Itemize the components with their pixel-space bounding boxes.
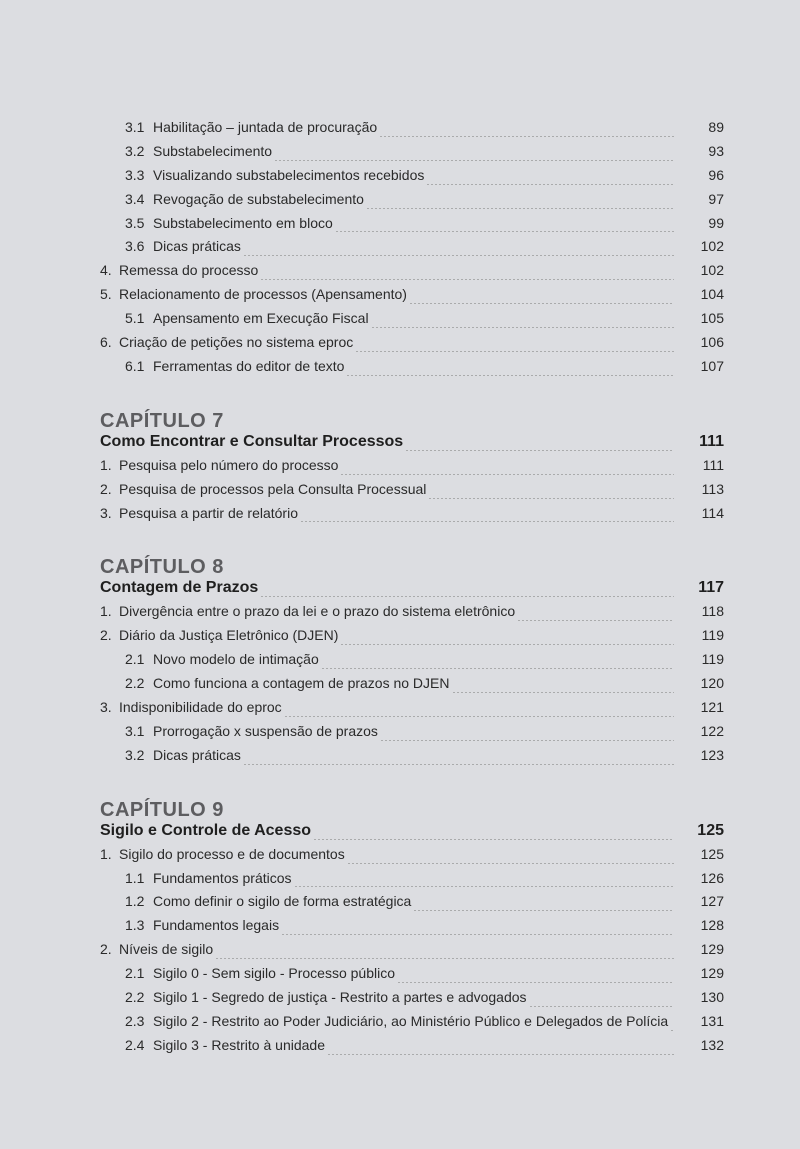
- dot-leader: [413, 910, 674, 911]
- page-number: 99: [708, 214, 724, 231]
- section-number: 1.: [100, 845, 112, 862]
- page-number: 119: [701, 651, 724, 668]
- page-number: 107: [700, 357, 724, 374]
- page-number: 123: [700, 746, 724, 763]
- dot-leader: [215, 958, 674, 959]
- section-title: Criação de petições no sistema eproc: [119, 334, 354, 351]
- section-title: Habilitação – juntada de procuração: [153, 119, 378, 135]
- section-number: 5.: [100, 286, 112, 303]
- toc-entry[interactable]: [100, 699, 724, 723]
- section-title: Substabelecimento em bloco: [153, 214, 333, 231]
- section-title: Como definir o sigilo de forma estratégica: [153, 893, 412, 910]
- page-number: 114: [701, 504, 724, 521]
- dot-leader: [274, 160, 674, 161]
- chapter-title-link[interactable]: [100, 822, 724, 846]
- section-number: 2.: [100, 480, 112, 497]
- section-number: 2.3: [125, 1012, 145, 1029]
- dot-leader: [452, 692, 675, 693]
- page-number: 96: [708, 166, 724, 183]
- dot-leader: [340, 644, 674, 645]
- dot-leader: [397, 982, 674, 983]
- toc-entry[interactable]: [100, 481, 724, 505]
- toc-entry[interactable]: [100, 358, 724, 382]
- section-title: Fundamentos legais: [153, 917, 280, 934]
- page-number: 125: [697, 821, 724, 839]
- page-number: 121: [700, 699, 724, 716]
- toc-entry[interactable]: [100, 119, 724, 143]
- section-number: 3.3: [125, 166, 145, 183]
- dot-leader: [346, 375, 674, 376]
- page-number: 117: [698, 579, 724, 597]
- toc-entry[interactable]: [100, 457, 724, 481]
- section-title: Pesquisa de processos pela Consulta Processual: [119, 480, 427, 497]
- dot-leader: [347, 863, 674, 864]
- chapter-title-link[interactable]: [100, 579, 724, 603]
- section-title: Sigilo 2 - Restrito ao Poder Judiciário, ao Ministério Público e Delegados de Polícia: [153, 1012, 669, 1029]
- section-title: Fundamentos práticos: [153, 869, 292, 886]
- section-number: 3.1: [125, 722, 145, 739]
- toc-entry[interactable]: [100, 310, 724, 334]
- section-number: 6.: [100, 334, 112, 351]
- section-number: 2.: [100, 627, 112, 644]
- page-number: 119: [701, 627, 724, 644]
- page-number: 122: [700, 722, 724, 739]
- section-title: Pesquisa pelo número do processo: [119, 456, 339, 473]
- chapter-title: Como Encontrar e Consultar Processos: [100, 432, 404, 450]
- page-number: 129: [700, 965, 724, 982]
- section-number: 2.2: [125, 675, 145, 692]
- toc-entry[interactable]: [100, 603, 724, 627]
- section-number: 2.1: [125, 651, 145, 668]
- toc-entry[interactable]: [100, 262, 724, 286]
- chapter-label: CAPÍTULO 7: [100, 409, 224, 432]
- page-number: 93: [708, 142, 724, 159]
- table-of-contents: [100, 119, 724, 1061]
- page-number: 97: [708, 190, 724, 207]
- page-number: 102: [700, 238, 724, 255]
- page-number: 102: [700, 262, 724, 279]
- dot-leader: [670, 1030, 674, 1031]
- toc-entry[interactable]: [100, 505, 724, 529]
- toc-entry[interactable]: [100, 893, 724, 917]
- chapter-title: Sigilo e Controle de Acesso: [100, 821, 312, 839]
- section-number: 2.4: [125, 1036, 145, 1053]
- page-number: 113: [701, 480, 724, 497]
- section-title: Remessa do processo: [119, 262, 259, 279]
- dot-leader: [313, 839, 674, 840]
- dot-leader: [243, 764, 674, 765]
- toc-entry[interactable]: [100, 675, 724, 699]
- section-number: 3.1: [125, 119, 145, 135]
- section-number: 3.5: [125, 214, 145, 231]
- page-number: 126: [700, 869, 724, 886]
- section-number: 1.1: [125, 869, 145, 886]
- dot-leader: [243, 255, 674, 256]
- section-title: Dicas práticas: [153, 238, 241, 255]
- section-title: Substabelecimento: [153, 142, 273, 159]
- section-number: 3.4: [125, 190, 145, 207]
- dot-leader: [284, 716, 674, 717]
- section-number: 1.2: [125, 893, 145, 910]
- toc-entry[interactable]: [100, 723, 724, 747]
- section-number: 2.1: [125, 965, 145, 982]
- dot-leader: [260, 279, 674, 280]
- section-title: Sigilo 3 - Restrito à unidade: [153, 1036, 325, 1053]
- toc-entry[interactable]: [100, 989, 724, 1013]
- section-number: 3.6: [125, 238, 145, 255]
- section-title: Como funciona a contagem de prazos no DJEN: [153, 675, 450, 692]
- page-number: 129: [700, 941, 724, 958]
- dot-leader: [355, 351, 674, 352]
- section-title: Diário da Justiça Eletrônico (DJEN): [119, 627, 339, 644]
- page-number: 89: [708, 119, 724, 135]
- chapter-title-link[interactable]: [100, 433, 724, 457]
- page-number: 130: [700, 989, 724, 1006]
- dot-leader: [428, 498, 674, 499]
- section-title: Apensamento em Execução Fiscal: [153, 310, 369, 327]
- toc-entry[interactable]: [100, 917, 724, 941]
- section-number: 3.: [100, 504, 112, 521]
- dot-leader: [426, 184, 674, 185]
- page-number: 128: [700, 917, 724, 934]
- page-number: 111: [702, 456, 724, 473]
- page-number: 120: [700, 675, 724, 692]
- section-number: 4.: [100, 262, 112, 279]
- section-title: Sigilo do processo e de documentos: [119, 845, 345, 862]
- toc-entry[interactable]: [100, 941, 724, 965]
- dot-leader: [321, 668, 674, 669]
- section-number: 5.1: [125, 310, 145, 327]
- section-number: 6.1: [125, 357, 145, 374]
- dot-leader: [281, 934, 674, 935]
- page-number: 111: [699, 432, 724, 450]
- toc-entry[interactable]: [100, 1013, 724, 1037]
- dot-leader: [405, 450, 674, 451]
- chapter-title: Contagem de Prazos: [100, 579, 259, 597]
- toc-entry[interactable]: [100, 965, 724, 989]
- page-number: 118: [701, 603, 724, 620]
- toc-entry[interactable]: [100, 215, 724, 239]
- dot-leader: [379, 136, 674, 137]
- section-number: 3.2: [125, 142, 145, 159]
- page-number: 106: [700, 334, 724, 351]
- dot-leader: [300, 521, 674, 522]
- section-title: Pesquisa a partir de relatório: [119, 504, 298, 521]
- section-title: Revogação de substabelecimento: [153, 190, 364, 207]
- dot-leader: [517, 620, 674, 621]
- toc-entry[interactable]: [100, 1037, 724, 1061]
- dot-leader: [371, 327, 674, 328]
- toc-entry[interactable]: [100, 191, 724, 215]
- dot-leader: [335, 231, 674, 232]
- toc-entry[interactable]: [100, 651, 724, 675]
- dot-leader: [380, 740, 674, 741]
- section-title: Visualizando substabelecimentos recebidos: [153, 166, 425, 183]
- toc-entry[interactable]: [100, 747, 724, 771]
- page-number: 127: [700, 893, 724, 910]
- section-title: Dicas práticas: [153, 746, 241, 763]
- toc-entry[interactable]: [100, 846, 724, 870]
- dot-leader: [409, 303, 674, 304]
- dot-leader: [366, 208, 674, 209]
- section-title: Sigilo 1 - Segredo de justiça - Restrito a partes e advogados: [153, 989, 527, 1006]
- toc-entry[interactable]: [100, 167, 724, 191]
- page-number: 132: [700, 1036, 724, 1053]
- section-title: Indisponibilidade do eproc: [119, 699, 282, 716]
- section-number: 1.: [100, 603, 112, 620]
- toc-entry[interactable]: [100, 334, 724, 358]
- chapter-label: CAPÍTULO 8: [100, 556, 224, 579]
- toc-entry[interactable]: [100, 870, 724, 894]
- section-title: Níveis de sigilo: [119, 941, 214, 958]
- chapter-label: CAPÍTULO 9: [100, 798, 224, 821]
- page-number: 104: [700, 286, 724, 303]
- toc-entry[interactable]: [100, 143, 724, 167]
- dot-leader: [327, 1054, 674, 1055]
- dot-leader: [529, 1006, 674, 1007]
- section-number: 2.: [100, 941, 112, 958]
- section-title: Sigilo 0 - Sem sigilo - Processo público: [153, 965, 395, 982]
- section-title: Ferramentas do editor de texto: [153, 357, 345, 374]
- toc-entry[interactable]: [100, 286, 724, 310]
- section-number: 1.: [100, 456, 112, 473]
- page-number: 125: [700, 845, 724, 862]
- section-title: Divergência entre o prazo da lei e o prazo do sistema eletrônico: [119, 603, 516, 620]
- section-title: Prorrogação x suspensão de prazos: [153, 722, 378, 739]
- section-number: 3.: [100, 699, 112, 716]
- page-number: 105: [700, 310, 724, 327]
- section-number: 3.2: [125, 746, 145, 763]
- toc-entry[interactable]: [100, 238, 724, 262]
- dot-leader: [294, 886, 674, 887]
- dot-leader: [260, 596, 674, 597]
- dot-leader: [340, 474, 674, 475]
- section-title: Relacionamento de processos (Apensamento): [119, 286, 407, 303]
- toc-entry[interactable]: [100, 627, 724, 651]
- section-number: 2.2: [125, 989, 145, 1006]
- section-number: 1.3: [125, 917, 145, 934]
- section-title: Novo modelo de intimação: [153, 651, 319, 668]
- page-number: 131: [700, 1012, 724, 1029]
